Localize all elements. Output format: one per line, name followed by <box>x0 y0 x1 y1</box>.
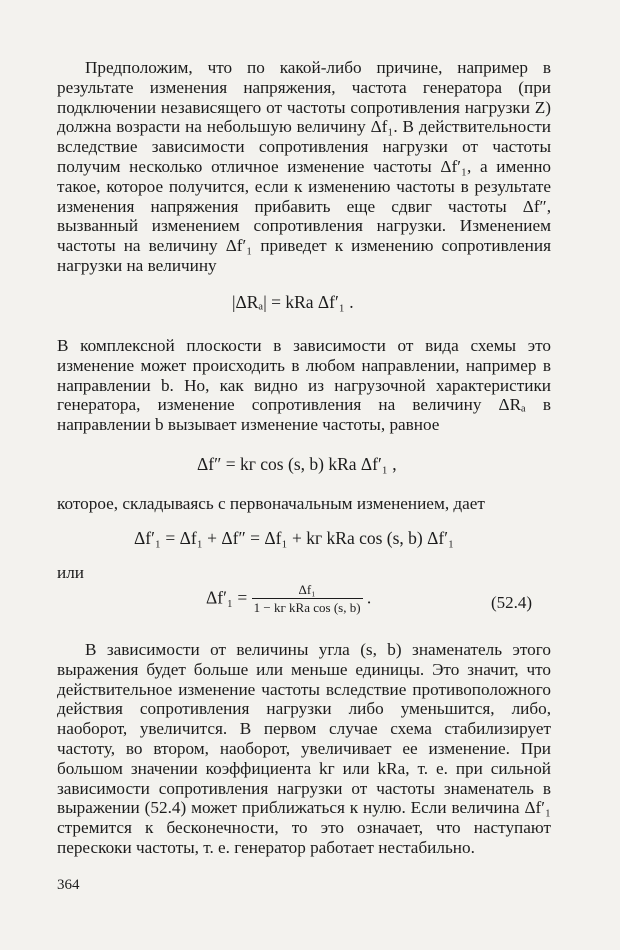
paragraph-1 <box>57 58 551 276</box>
paragraph-5 <box>57 640 551 858</box>
equation-4-numerator: Δf₁ <box>252 582 363 599</box>
paragraph-3-text: которое, складываясь с первоначальным изменением, дает <box>57 494 485 513</box>
equation-2: Δf″ = kг cos (s, b) kRa Δf′₁ , <box>197 454 397 474</box>
equation-1: |ΔRₐ| = kRa Δf′₁ . <box>232 292 354 312</box>
equation-4-number: (52.4) <box>491 593 533 612</box>
equation-3: Δf′₁ = Δf₁ + Δf″ = Δf₁ + kг kRa cos (s, b) Δf′₁ <box>134 528 455 548</box>
paragraph-4-text: или <box>57 563 84 582</box>
paragraph-1-text: Предположим, что по какой-либо причине, например в результате изменения напряжения, частота генератора (при подключении независящего от частоты сопротивления нагрузки Z) должна возрасти на небольшую величину Δf₁. В действительности вследствие зависимости сопротивления нагрузки от частоты получим несколько отличное изменение частоты Δf′₁, а именно такое, которое получится, если к изменению частоты в результате изменения напряжения прибавить еще сдвиг частоты Δf″, вызванный изменением сопротивления нагрузки. Изменением частоты на величину Δf′₁ приведет к изменению сопротивления нагрузки на величину <box>57 58 551 275</box>
paragraph-3 <box>57 494 551 514</box>
equation-4: Δf′₁ = $\frac{\text{Δf₁}}{\text{1 − kг kRa cos (s, b)}}$ . <box>206 582 372 615</box>
paragraph-5-text: В зависимости от величины угла (s, b) знаменатель этого выражения будет больше или меньше единицы. Это значит, что действительное изменение частоты вследствие противоположного действия сопротивления нагрузки либо уменьшится, либо, наоборот, увеличится. В первом случае схема стабилизирует частоту, во втором, наоборот, увеличивает ее изменение. При большом значении коэффициента kг или kRa, т. е. при сильной зависимости сопротивления нагрузки от частоты знаменатель в выражении (52.4) может приближаться к нулю. Если величина Δf′₁ стремится к бесконечности, то это означает, что наступают перескоки частоты, т. е. генератор работает нестабильно. <box>57 640 551 857</box>
paragraph-2 <box>57 336 551 435</box>
paragraph-4 <box>57 563 551 583</box>
paragraph-2-text: В комплексной плоскости в зависимости от вида схемы это изменение может происходить в любом направлении, например в направлении b. Но, как видно из нагрузочной характеристики генератора, изменение сопротивления на величину ΔRₐ в направлении b вызывает изменение частоты, равное <box>57 336 551 435</box>
equation-4-fraction <box>252 582 363 617</box>
equation-4-lhs: Δf′₁ = <box>206 587 248 608</box>
page-number: 364 <box>57 877 80 893</box>
equation-4-denominator: 1 − kг kRa cos (s, b) <box>253 600 361 615</box>
